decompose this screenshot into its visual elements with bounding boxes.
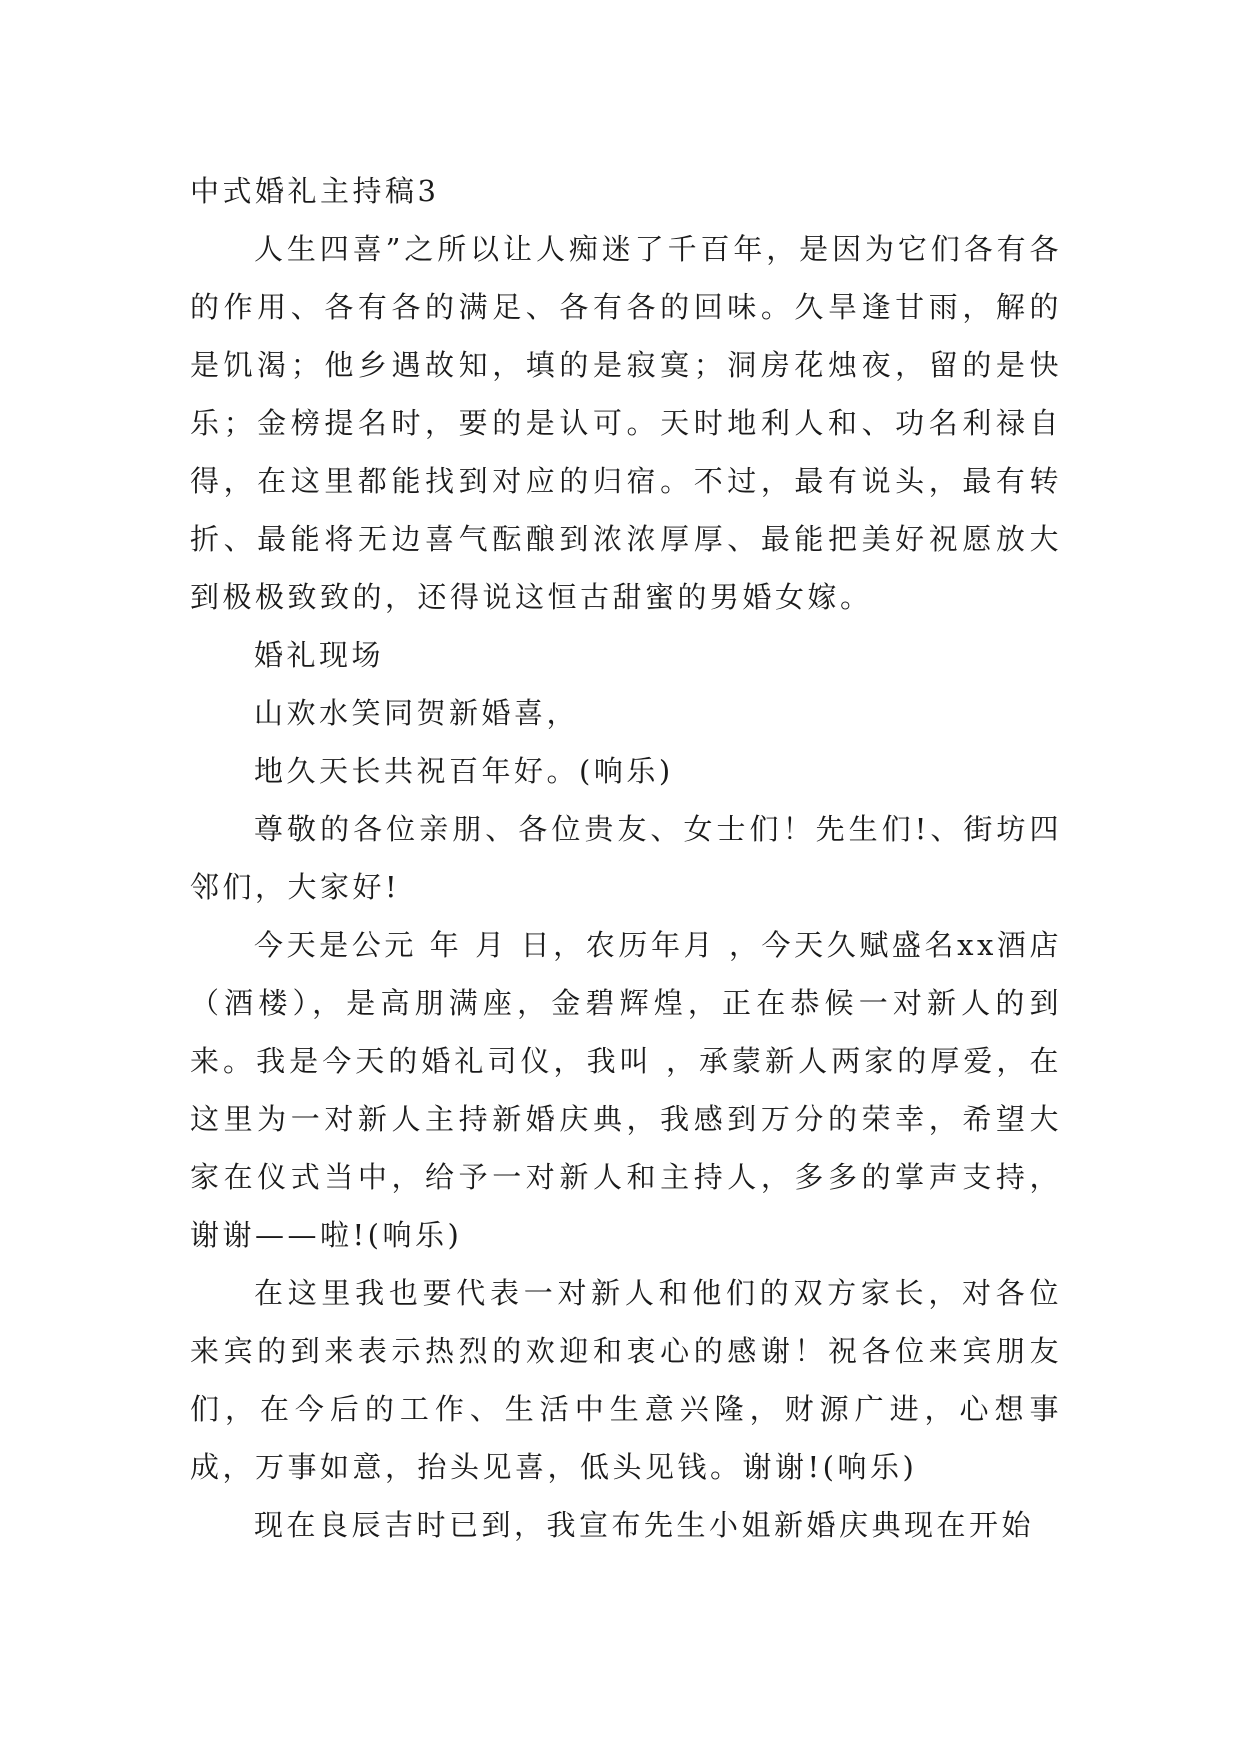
paragraph-intro: 人生四喜”之所以让人痴迷了千百年，是因为它们各有各的作用、各有各的满足、各有各的回味。久旱逢甘雨，解的是饥渴；他乡遇故知，填的是寂寞；洞房花烛夜，留的是快乐；金榜提名时，要的是认可。天时地利人和、功名利禄自得，在这里都能找到对应的归宿。不过，最有说头，最有转折、最能将无边喜气酝酿到浓浓厚厚、最能把美好祝愿放大到极极致致的，还得说这恒古甜蜜的男婚女嫁。 (190, 232, 1062, 614)
paragraph-couplet-line-1: 山欢水笑同贺新婚喜， (254, 696, 580, 730)
paragraph-section-heading: 婚礼现场 (254, 638, 385, 672)
document-body (190, 162, 1062, 1554)
paragraph-thanks: 在这里我也要代表一对新人和他们的双方家长，对各位来宾的到来表示热烈的欢迎和衷心的感谢！祝各位来宾朋友们，在今后的工作、生活中生意兴隆，财源广进，心想事成，万事如意，抬头见喜，低头见钱。谢谢!(响乐) (190, 1276, 1062, 1484)
paragraph-greeting: 尊敬的各位亲朋、各位贵友、女士们！先生们!、街坊四邻们，大家好! (190, 812, 1062, 904)
paragraph-host-introduction: 今天是公元 年 月 日，农历年月 ，今天久赋盛名xx酒店（酒楼），是高朋满座，金碧辉煌，正在恭候一对新人的到来。我是今天的婚礼司仪，我叫 ，承蒙新人两家的厚爱，在这里为一对新人主持新婚庆典，我感到万分的荣幸，希望大家在仪式当中，给予一对新人和主持人，多多的掌声支持，谢谢——啦!(响乐) (190, 928, 1062, 1252)
paragraph-ceremony-start: 现在良辰吉时已到，我宣布先生小姐新婚庆典现在开始 (254, 1508, 1035, 1542)
paragraph-couplet-line-2: 地久天长共祝百年好。(响乐) (254, 754, 674, 788)
document-title: 中式婚礼主持稿3 (190, 174, 440, 208)
